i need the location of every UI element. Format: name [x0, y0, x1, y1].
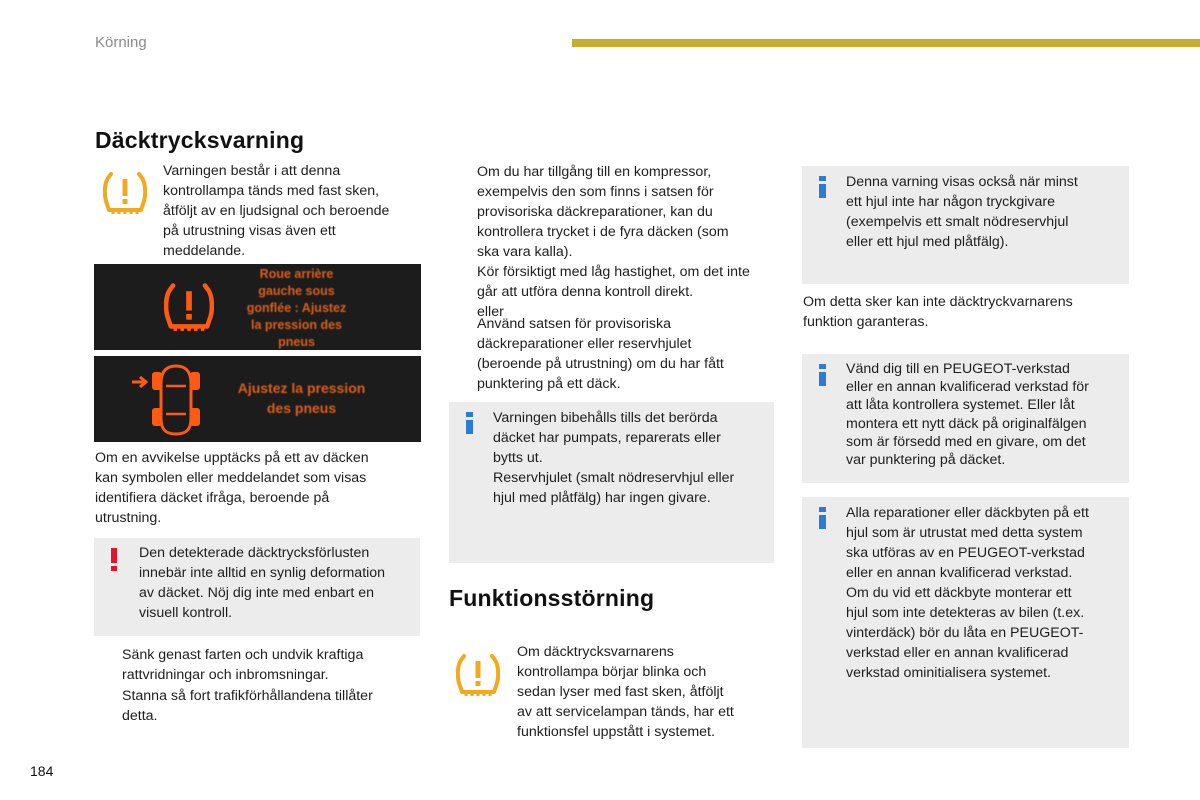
info-box-text: Denna varning visas också när minst ett hjul inte har någon tryckgivare (exempelvis ett smalt nödreservhjul eller ett hjul med plåtfälg). — [846, 174, 1078, 250]
bullet-repair-kit: Använd satsen för provisoriska däckreparationer eller reservhjulet (beroende på utrustning) om du har fått punktering på ett däck. — [477, 316, 724, 392]
section-title-tire-pressure: Däcktrycksvarning — [95, 127, 305, 153]
info-box-text: Alla reparationer eller däckbyten på ett hjul som är utrustat med detta system ska utföras av en PEUGEOT-verkstad eller en annan kvalificerad verkstad. Om du vid ett däckbyte monterar ett hjul som inte detekteras av bilen (t.ex. vinterdäck) bör du låta en PEUGEOT- verkstad eller en annan kvalificerad verkstad ominitialisera systemet. — [846, 505, 1089, 681]
bullet-slow-down: Sänk genast farten och undvik kraftiga rattvridningar och inbromsningar. — [122, 647, 364, 683]
deviation-text: Om en avvikelse upptäcks på ett av däcken kan symbolen eller meddelandet som visas identifiera däcket ifråga, beroende på utrustning. — [95, 450, 369, 526]
malfunction-text: Om däcktrycksvarnarens kontrollampa börjar blinka och sedan lyser med fast sken, åtföljt av att servicelampan tänds, har ett funktionsfel uppstått i systemet. — [517, 644, 734, 740]
warning-note-text: Den detekterade däcktrycksförlusten innebär inte alltid en synlig deformation av däcket. Nöj dig inte med enbart en visuell kontroll. — [139, 545, 386, 621]
info-box-repairs — [802, 497, 1129, 748]
bullet-compressor: Om du har tillgång till en kompressor, exempelvis den som finns i satsen för provisoriska däckreparationer, kan du kontrollera trycket i de fyra däcken (som ska vara kalla). Kör försiktigt med låg hastighet, om det inte går att utföra denna kontroll direkt. eller — [477, 164, 750, 320]
header-accent-bar — [572, 39, 1200, 47]
info-box-text: Vänd dig till en PEUGEOT-verkstad eller en annan kvalificerad verkstad för att låta kontrollera systemet. Eller låt montera ett nytt däck på originalfälgen som är försedd med en givare, om det var punktering på däcket. — [846, 361, 1089, 469]
tire-pressure-warning-icon — [456, 652, 500, 696]
tire-pressure-display-icon — [164, 281, 214, 331]
info-box-warning-remains — [449, 402, 774, 563]
instrument-display-car — [94, 356, 421, 442]
function-note-text: Om detta sker kan inte däcktryckvarnarens funktion garanteras. — [803, 294, 1073, 330]
instrument-display-message — [94, 264, 421, 350]
car-tire-icon — [130, 362, 210, 438]
section-label: Körning — [95, 34, 147, 51]
section-title-malfunction: Funktionsstörning — [449, 585, 655, 611]
bullet-stop: Stanna så fort trafikförhållandena tillåter detta. — [122, 688, 373, 724]
info-box-text: Varningen bibehålls tills det berörda däcket har pumpats, reparerats eller bytts ut. Reservhjulet (smalt nödreservhjul eller hjul med plåtfälg) har ingen givare. — [493, 410, 735, 506]
display-adjust-text: Ajustez la pression des pneus — [237, 380, 366, 416]
warning-note-box — [94, 538, 420, 636]
page-number: 184 — [30, 763, 54, 779]
intro-text: Varningen består i att denna kontrollampa tänds med fast sken, åtföljt av en ljudsignal och beroende på utrustning visas även ett meddelande. — [163, 163, 390, 259]
display-message-text: Roue arrière gauche sous gonflée : Ajustez la pression des pneus — [246, 267, 347, 349]
info-box-contact-workshop — [802, 354, 1129, 483]
info-box-no-sensor — [802, 166, 1129, 284]
tire-pressure-warning-icon — [103, 170, 147, 214]
